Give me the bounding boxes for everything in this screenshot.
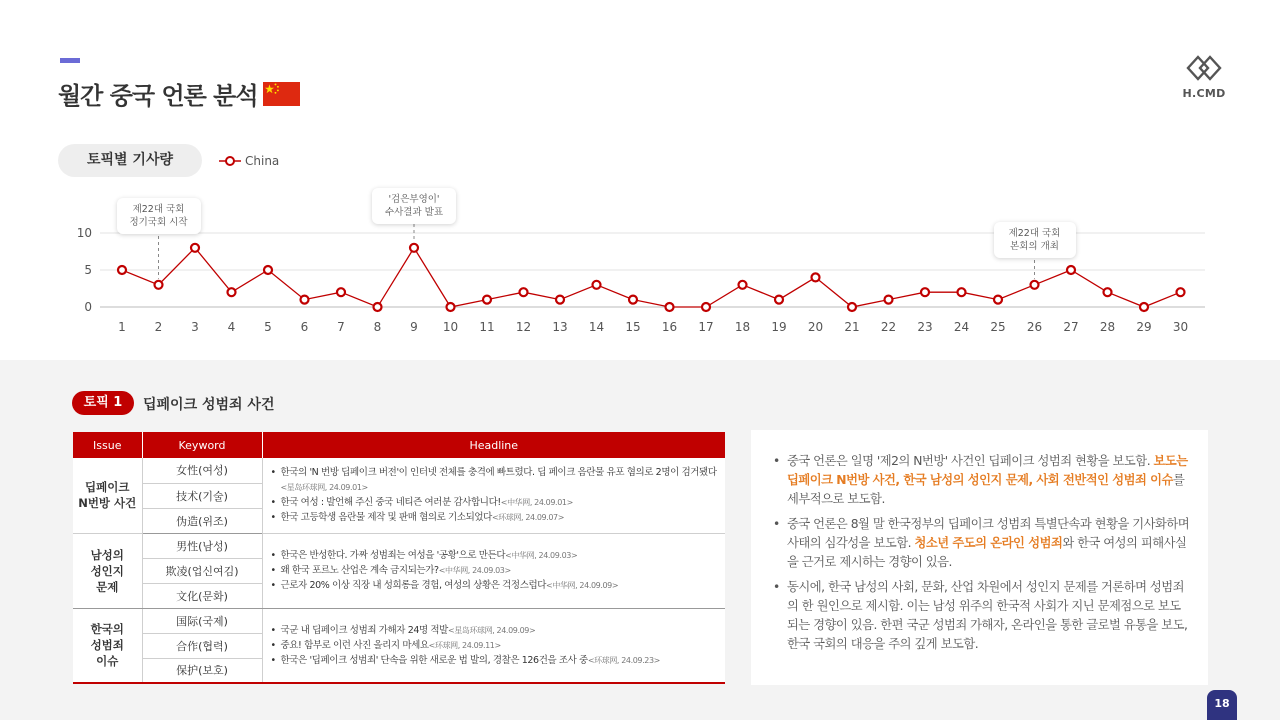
x-tick-label: 9 (410, 320, 418, 334)
table-row (73, 458, 725, 483)
data-point (264, 266, 272, 274)
keyword-cell: 文化(문화) (142, 583, 262, 608)
data-point (447, 303, 455, 311)
x-tick-label: 29 (1136, 320, 1152, 334)
annotation-callout: 제22대 국회 정기국회 시작 (117, 198, 201, 234)
data-point (1067, 266, 1075, 274)
summary-box (751, 430, 1208, 685)
x-tick-label: 8 (373, 320, 382, 334)
x-tick-label: 24 (953, 320, 970, 334)
x-tick-label: 7 (337, 320, 345, 334)
data-point (775, 296, 783, 304)
x-tick-label: 22 (880, 320, 897, 334)
topic-title: 딥페이크 성범죄 사건 (143, 397, 275, 413)
x-tick-label: 20 (807, 320, 824, 334)
keyword-table (73, 432, 725, 684)
x-tick-label: 21 (844, 320, 860, 334)
headline-item: • 한국은 '딥페이크 성범죄' 단속을 위한 새로운 법 발의, 경찰은 126건을 조사 중<环球网, 24.09.23> (271, 653, 718, 668)
annotation-callout: 제22대 국회 본회의 개최 (994, 222, 1076, 258)
line-chart (0, 180, 1280, 340)
table-row (73, 533, 725, 558)
legend-marker-icon (219, 155, 241, 167)
x-tick-label: 5 (264, 320, 272, 334)
data-point (921, 288, 929, 296)
data-point (593, 281, 601, 289)
data-point (520, 288, 528, 296)
summary-bullet: • 동시에, 한국 남성의 사회, 문화, 산업 차원에서 성인지 문제를 거론하며 성범죄의 한 원인으로 제시함. 이는 남성 위주의 한국적 사회가 지닌 문제점으로 보도되는 경향이 있음. 한편 국군 성범죄 가해자, 온라인을 통한 글로벌 유통을 보도, 한국 국회의 대응을 주의 깊게 보도함. (773, 578, 1190, 654)
annotation-callout: '검은부영이' 수사결과 발표 (372, 188, 456, 224)
table-header-row (73, 432, 725, 458)
keyword-cell: 女性(여성) (142, 458, 262, 483)
keyword-cell: 男性(남성) (142, 533, 262, 558)
data-point (228, 288, 236, 296)
data-point (702, 303, 710, 311)
headline-cell (262, 608, 725, 683)
data-point (1140, 303, 1148, 311)
x-tick-label: 18 (734, 320, 751, 334)
x-tick-label: 1 (118, 320, 126, 334)
header-issue: Issue (73, 432, 142, 458)
legend-label: China (245, 154, 280, 168)
headline-item: • 한국의 'N 번방 딥페이크 버전'이 인터넷 전체를 충격에 빠트렸다. 딥 페이크 음란물 유포 혐의로 2명이 검거됐다<星岛环球网, 24.09.01> (271, 465, 718, 495)
x-tick-label: 11 (479, 320, 495, 334)
headline-item: • 국군 내 딥페이크 성범죄 가해자 24명 적발<星岛环球网, 24.09.09> (271, 623, 718, 638)
keyword-cell: 欺凌(업신여김) (142, 558, 262, 583)
x-tick-label: 28 (1099, 320, 1116, 334)
data-point (155, 281, 163, 289)
company-logo (1178, 55, 1230, 103)
summary-bullet: • 중국 언론은 8월 말 한국정부의 딥페이크 성범죄 특별단속과 현황을 기사화하며 사태의 심각성을 보도함. 청소년 주도의 온라인 성범죄와 한국 여성의 피해사실을 근거로 제시하는 경향이 있음. (773, 515, 1190, 572)
data-point (1177, 288, 1185, 296)
page-title: 월간 중국 언론 분석 (58, 82, 258, 110)
headline-item: • 한국 여성 : 발언해 주신 중국 네티즌 여러분 감사합니다!<中华网, 24.09.01> (271, 495, 718, 510)
data-point (848, 303, 856, 311)
x-tick-label: 6 (300, 320, 309, 334)
x-tick-label: 14 (588, 320, 605, 334)
page-number: 18 (1207, 690, 1237, 720)
data-point (958, 288, 966, 296)
data-point (556, 296, 564, 304)
headline-item: • 근로자 20% 이상 직장 내 성희롱을 경험, 여성의 상황은 걱정스럽다<中华网, 24.09.09> (271, 578, 718, 593)
data-point (666, 303, 674, 311)
y-tick-label: 10 (76, 226, 92, 240)
x-tick-label: 16 (661, 320, 678, 334)
china-flag-icon (263, 82, 300, 106)
chart-legend (219, 152, 279, 170)
x-tick-label: 30 (1172, 320, 1189, 334)
chart-section-label: 토픽별 기사량 (58, 144, 202, 177)
keyword-cell: 国际(국제) (142, 608, 262, 633)
headline-item: • 중요! 함부로 이런 사진 올리지 마세요<环球网, 24.09.11> (271, 638, 718, 653)
header-keyword: Keyword (142, 432, 262, 458)
data-point (337, 288, 345, 296)
x-tick-label: 15 (625, 320, 641, 334)
data-point (1104, 288, 1112, 296)
x-tick-label: 25 (990, 320, 1006, 334)
y-tick-label: 5 (84, 263, 92, 277)
headline-cell (262, 458, 725, 533)
headline-item: • 한국은 반성한다. 가짜 성범죄는 여성을 '공황'으로 만든다<中华网, 24.09.03> (271, 548, 718, 563)
accent-bar (60, 58, 80, 63)
logo-text: H.CMD (1182, 87, 1226, 100)
keyword-cell: 伪造(위조) (142, 508, 262, 533)
y-tick-label: 0 (84, 300, 92, 314)
data-point (994, 296, 1002, 304)
keyword-cell: 合作(협력) (142, 633, 262, 658)
headline-cell (262, 533, 725, 608)
data-point (885, 296, 893, 304)
data-point (374, 303, 382, 311)
headline-item: • 왜 한국 포르노 산업은 계속 금지되는가?<中华网, 24.09.03> (271, 563, 718, 578)
x-tick-label: 23 (917, 320, 933, 334)
x-tick-label: 19 (771, 320, 787, 334)
data-point (118, 266, 126, 274)
data-point (739, 281, 747, 289)
issue-cell: 남성의 성인지 문제 (73, 533, 142, 608)
table-row (73, 608, 725, 633)
x-tick-label: 12 (515, 320, 532, 334)
keyword-cell: 技术(기술) (142, 483, 262, 508)
x-tick-label: 4 (227, 320, 236, 334)
summary-bullet: • 중국 언론은 일명 '제2의 N번방' 사건인 딥페이크 성범죄 현황을 보도함. 보도는 딥페이크 N번방 사건, 한국 남성의 성인지 문제, 사회 전반적인 성범죄 이슈를 세부적으로 보도함. (773, 452, 1190, 509)
data-point (301, 296, 309, 304)
issue-cell: 딥페이크 N번방 사건 (73, 458, 142, 533)
diamond-logo-icon (1186, 55, 1222, 81)
x-tick-label: 10 (442, 320, 459, 334)
data-point (629, 296, 637, 304)
data-point (483, 296, 491, 304)
x-tick-label: 2 (154, 320, 163, 334)
x-tick-label: 27 (1063, 320, 1079, 334)
data-point (812, 273, 820, 281)
data-point (191, 244, 199, 252)
x-tick-label: 26 (1026, 320, 1043, 334)
keyword-cell: 保护(보호) (142, 658, 262, 683)
x-tick-label: 3 (191, 320, 199, 334)
headline-item: • 한국 고등학생 음란물 제작 및 판매 혐의로 기소되었다<环球网, 24.09.07> (271, 510, 718, 525)
header-headline: Headline (262, 432, 725, 458)
topic-badge: 토픽 1 (72, 391, 134, 415)
issue-cell: 한국의 성범죄 이슈 (73, 608, 142, 683)
data-point (410, 244, 418, 252)
x-tick-label: 13 (552, 320, 568, 334)
data-point (1031, 281, 1039, 289)
x-tick-label: 17 (698, 320, 714, 334)
